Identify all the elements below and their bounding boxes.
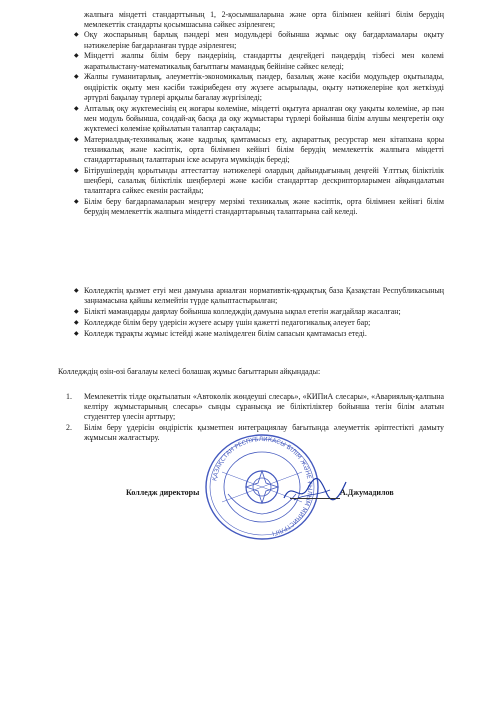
list-number: 1. [66,392,72,401]
list-item: ◆ Апталық оқу жүктемесінің ең жоғары көлеміне, міндетті оқытуға арналған оқу уақыты көлеміне, әр пән мен модуль бойынша, сондай-ақ басқа да оқу жұмыстары түрлері бойынша білім алушы меңгеретін оқу жүктемесі көлеміне қойылатын талаптар сақталады; [74,103,444,134]
bullet-icon: ◆ [74,52,79,60]
list-item: ◆ Міндетті жалпы білім беру пәндерінің, стандартты деңгейдегі пәндердің тізбесі мен көлемі жаратылыстану-математикалық бағытпағы мамандық бейініне сәйкес келеді; [74,51,444,71]
list-item: ◆ Білім беру бағдарламаларын меңгеру мерзімі техникалық және кәсіптік, орта білімнен кейінгі білім берудің мемлекеттік жалпыға міндетті стандарттарының талаптарына сай келеді. [74,197,444,217]
bullet-icon: ◆ [74,329,79,337]
list-item: ◆ Оқу жоспарының барлық пәндері мен модульдері бойынша жұмыс оқу бағдарламалары оқыту нәтижелеріне бағдарланған түрде әзірленген; [74,30,444,50]
middle-bullet-section [0,286,500,339]
signature-line [290,498,340,499]
list-item: ◆ Колледж тұрақты жұмыс істейді және мәлімделген білім сапасын қамтамасыз етеді. [74,328,367,338]
summary-paragraph: Колледждің өзін-өзі бағалауы келесі болашақ жұмыс бағыттарын айқындады: [58,367,321,376]
bullet-icon: ◆ [74,73,79,81]
list-item: 2. Білім беру үдерісін өндірістік қызметпен интеграциялау бағытында әлеуметтік әріптестікті дамыту жұмысын жалғастыру. [66,423,444,443]
director-name: А.Джумадилов [340,488,394,497]
list-item: ◆ Бітірушілердің қорытынды аттестаттау нәтижелері олардың дайындығының деңгейі Ұлттық біліктілік шеңбері, салалық біліктілік шеңберлері және кәсіби стандарттар дескрипторларымен айқындалатын талаптарға сәйкес екенін растайды; [74,166,444,196]
list-item: ◆ Колледжтің қызмет етуі мен дамуына арналған нормативтік-құқықтық база Қазақстан Республикасының заңнамасына қайшы келмейтін түрде қалыптастырылған; [74,286,444,306]
list-item: ◆ Білікті мамандарды даярлау бойынша колледждің дамуына ықпал ететін жағдайлар жасалған; [74,307,401,316]
bullet-icon: ◆ [74,167,79,175]
svg-text:ҚАЗАҚСТАН РЕСПУБЛИКАСЫ БІЛІМ Ж: ҚАЗАҚСТАН РЕСПУБЛИКАСЫ БІЛІМ ЖӘНЕ ҒЫЛЫМ МИНИСТРЛІГІ [211,435,314,537]
list-item: ◆ Жалпы гуманитарлық, әлеуметтік-экономикалық пәндер, базалық және кәсіби модульдер оқытылады, өндірістік оқыту мен кәсіби тәжірибеден өту жүзеге асырылады, оқыту нәтижелеріне қол жеткізуді әртүрлі бақылау түрлері арқылы бағалау жүргізіледі; [74,72,444,102]
top-bullet-list [0,30,500,217]
list-item: ◆ Материалдық-техникалық және кадрлық қамтамасыз ету, ақпараттық ресурстар мен кітапхана қоры техникалық және кәсіптік, орта білімнен кейінгі білім берудің мемлекеттік жалпыға міндетті стандарттарының талаптарын іске асыруға мүмкіндік береді; [74,134,444,165]
bullet-icon: ◆ [74,31,79,39]
bullet-icon: ◆ [74,135,79,143]
list-item: 1. Мемлекеттік тілде оқытылатын «Автокөлік жөндеуші слесарь», «КИПиА слесары», «Авариялық-қалпына келтіру жұмыстарының слесарь» сынды сұранысқа ие біліктіліктер бойынша тегін білім алатын студенттер үлесін арттыру; [66,392,444,422]
bullet-icon: ◆ [74,308,79,315]
bullet-icon: ◆ [74,287,79,294]
bullet-icon: ◆ [74,104,79,112]
bullet-icon: ◆ [74,318,79,326]
bullet-icon: ◆ [74,198,79,206]
director-title: Колледж директоры [126,488,200,497]
list-number: 2. [66,423,72,433]
list-item: ◆ Колледжде білім беру үдерісін жүзеге асыру үшін қажетті педагогикалық әлеует бар; [74,317,371,327]
middle-bullet-list [0,286,500,339]
top-bullet-section [0,10,500,218]
continuation-text: жалпыға міндетті стандарттының 1, 2-қосымшаларына және орта білімнен кейінгі білім берудің мемлекеттік стандарты қосымшасына сәйкес әзірленген; [84,10,444,30]
